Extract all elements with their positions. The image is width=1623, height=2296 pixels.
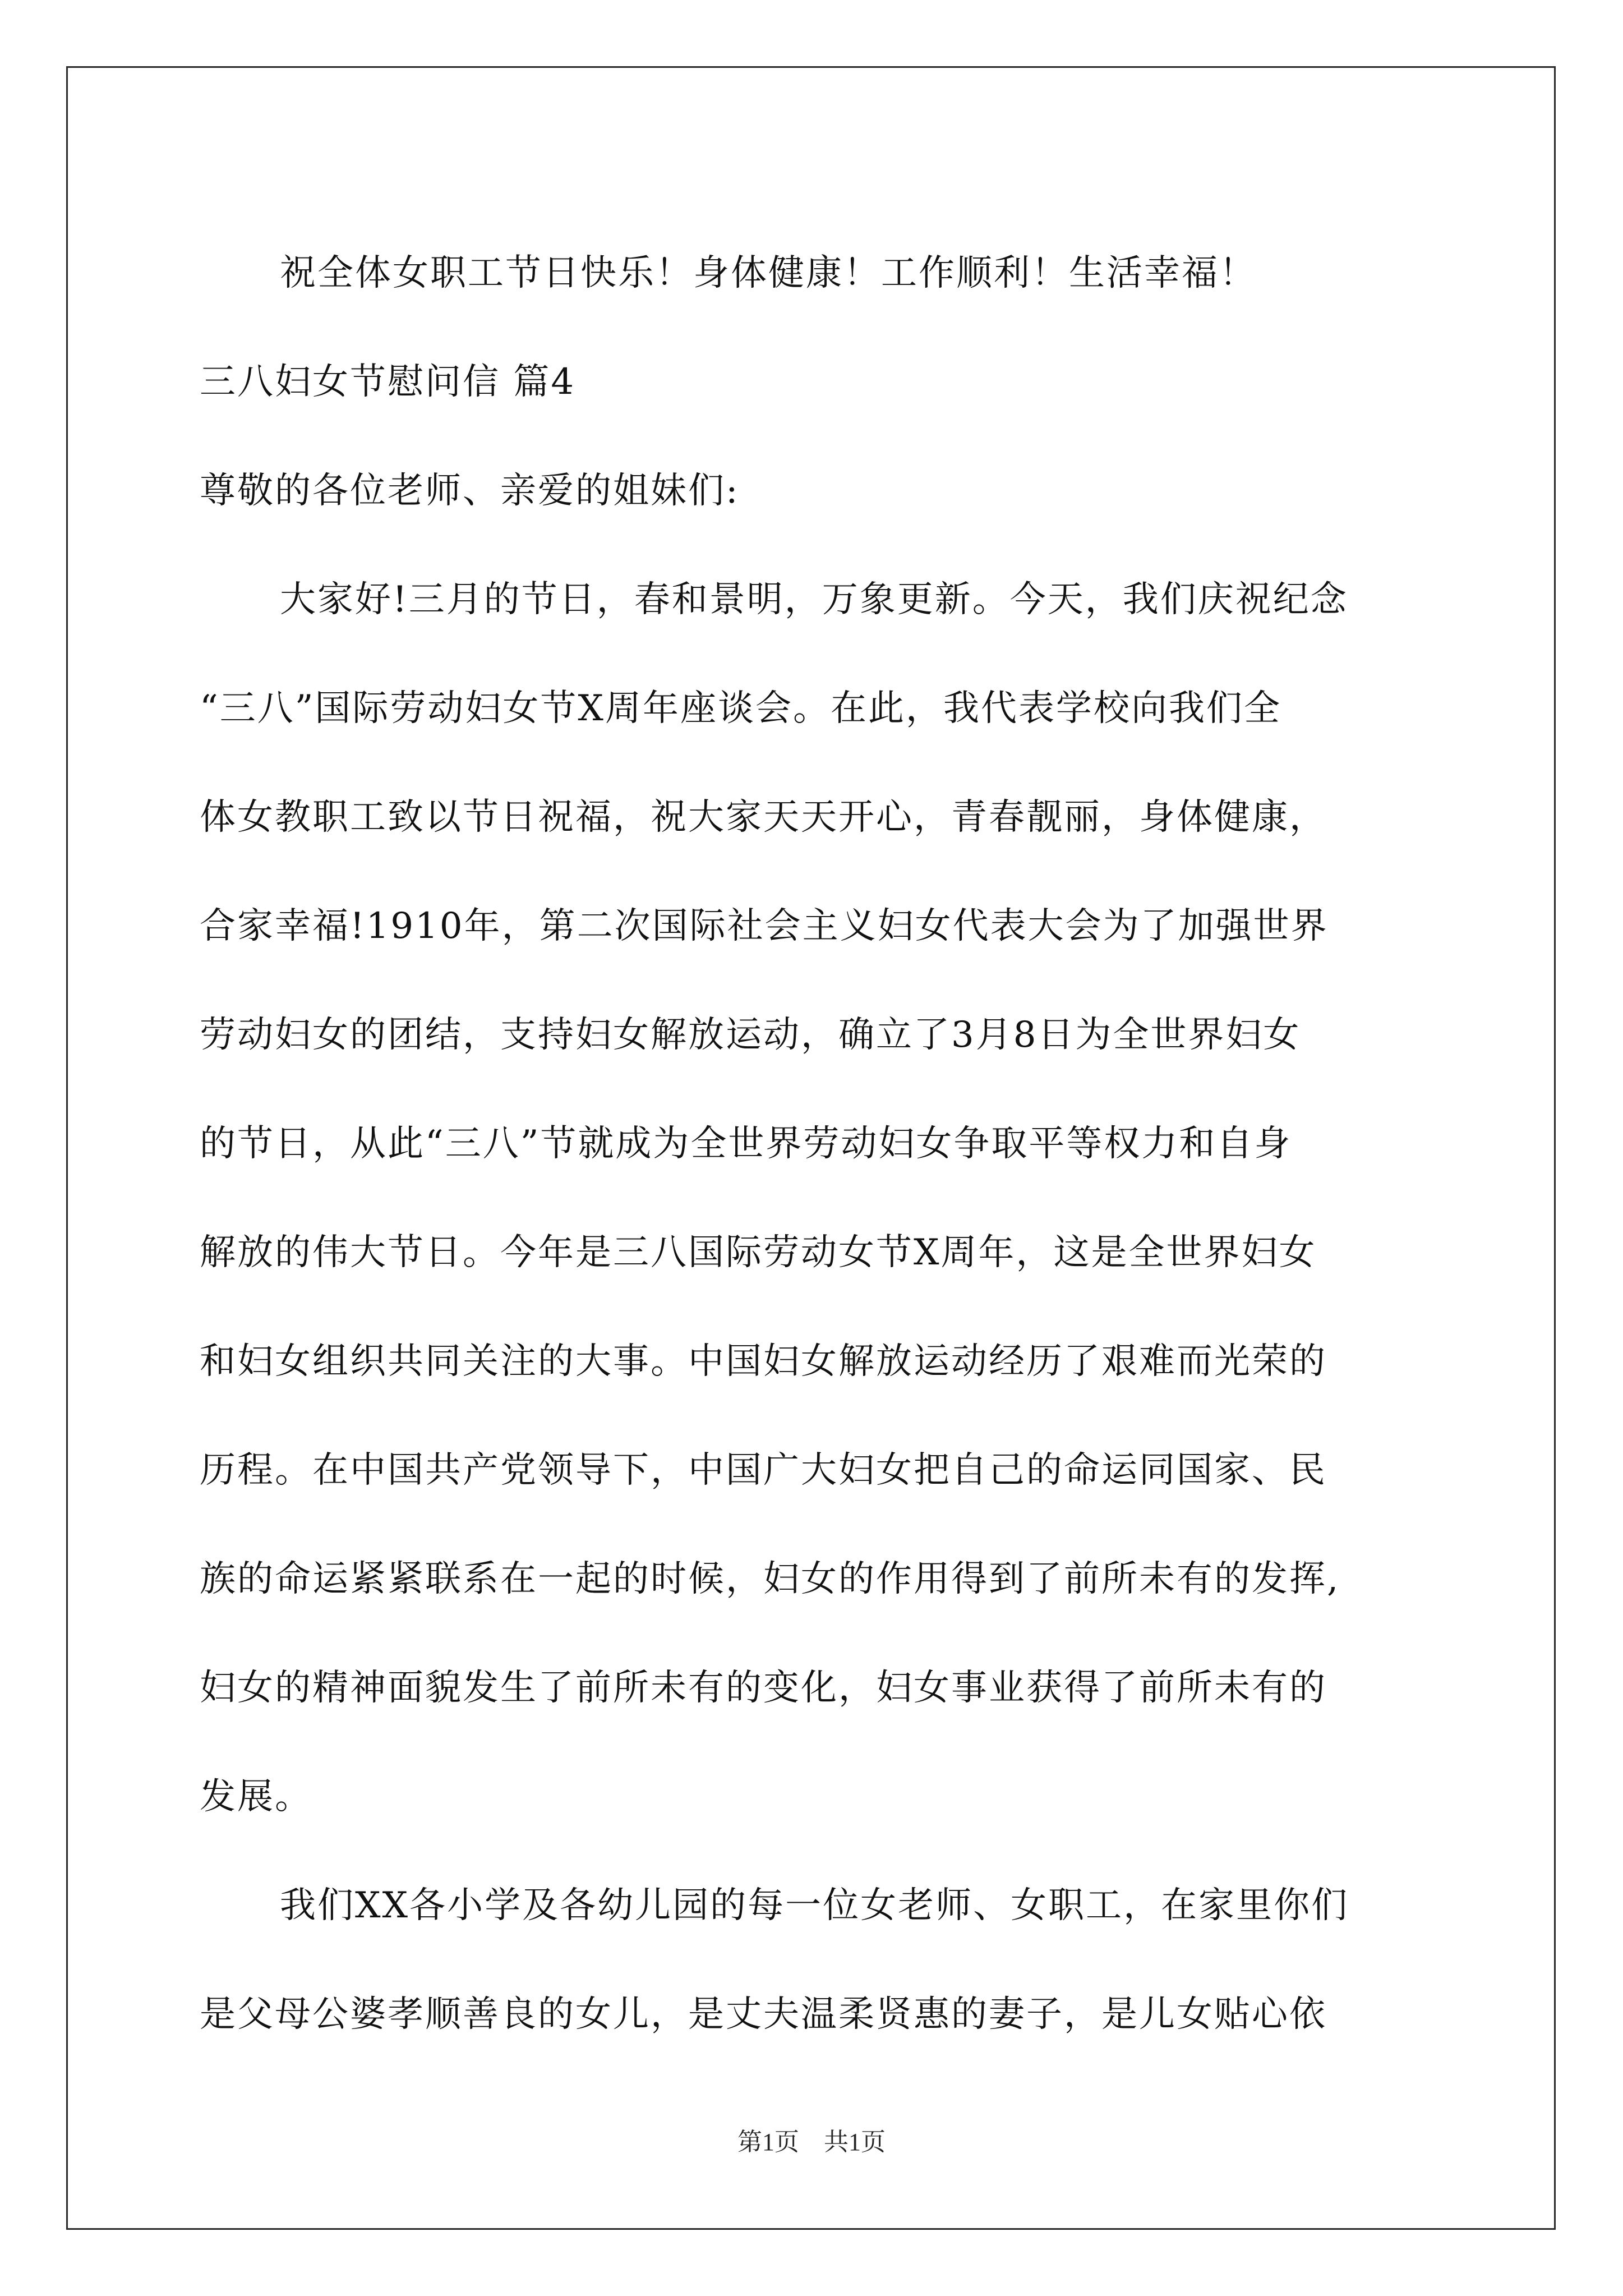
paragraph-line: 我们XX各小学及各幼儿园的每一位女老师、女职工，在家里你们 <box>280 1885 1349 1926</box>
page-number-footer: 第1页 共1页 <box>737 2128 886 2156</box>
paragraph-line: 合家幸福!1910年，第二次国际社会主义妇女代表大会为了加强世界 <box>200 905 1329 947</box>
paragraph-line: 族的命运紧紧联系在一起的时候，妇女的作用得到了前所未有的发挥, <box>200 1558 1340 1600</box>
paragraph-line: 妇女的精神面貌发生了前所未有的变化，妇女事业获得了前所未有的 <box>200 1667 1327 1709</box>
closing-wish-line: 祝全体女职工节日快乐！身体健康！工作顺利！生活幸福！ <box>280 252 1257 294</box>
paragraph-line: 体女教职工致以节日祝福，祝大家天天开心，青春靓丽，身体健康， <box>200 797 1327 838</box>
paragraph-line: 是父母公婆孝顺善良的女儿，是丈夫温柔贤惠的妻子，是儿女贴心依 <box>200 1994 1327 2035</box>
document-body <box>200 219 1456 2069</box>
paragraph-line: 和妇女组织共同关注的大事。中国妇女解放运动经历了艰难而光荣的 <box>200 1341 1327 1382</box>
section-heading: 三八妇女节慰问信 篇4 <box>200 361 576 403</box>
paragraph-line: 发展。 <box>200 1776 312 1818</box>
paragraph-line: 劳动妇女的团结，支持妇女解放运动，确立了3月8日为全世界妇女 <box>200 1014 1301 1056</box>
paragraph-line: 的节日，从此“三八”节就成为全世界劳动妇女争取平等权力和自身 <box>200 1123 1292 1165</box>
paragraph-line: “三八”国际劳动妇女节X周年座谈会。在此，我代表学校向我们全 <box>200 688 1281 729</box>
paragraph-line: 大家好!三月的节日，春和景明，万象更新。今天，我们庆祝纪念 <box>280 579 1348 620</box>
paragraph-line: 历程。在中国共产党领导下，中国广大妇女把自己的命运同国家、民 <box>200 1450 1327 1491</box>
paragraph-line: 解放的伟大节日。今年是三八国际劳动女节X周年，这是全世界妇女 <box>200 1232 1317 1273</box>
salutation: 尊敬的各位老师、亲爱的姐妹们: <box>200 470 740 512</box>
